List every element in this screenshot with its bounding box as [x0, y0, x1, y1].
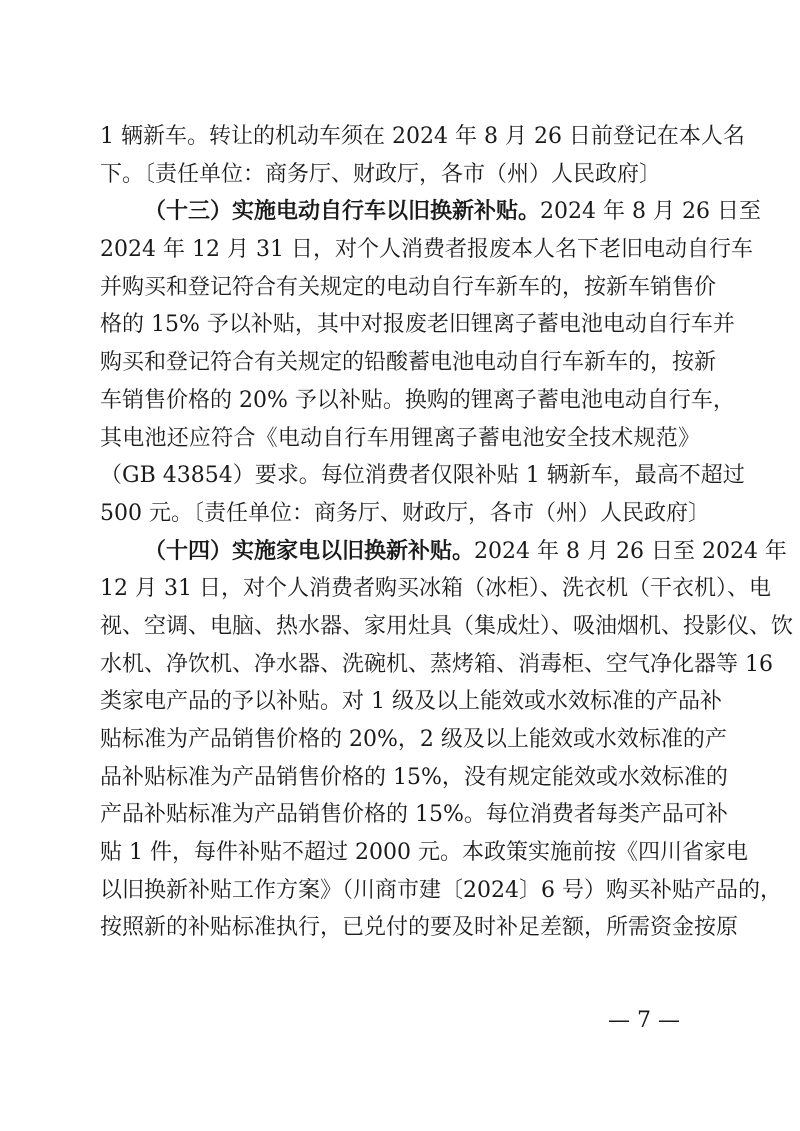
section-14-heading: （十四）实施家电以旧换新补贴。	[144, 538, 475, 564]
text-line: 并购买和登记符合有关规定的电动自行车新车的，按新车销售价	[100, 274, 717, 300]
text-line: 其电池还应符合《电动自行车用锂离子蓄电池安全技术规范》	[100, 425, 700, 451]
text-line: 500 元。〔责任单位：商务厅、财政厅，各市（州）人民政府〕	[100, 500, 710, 526]
text-line: （GB 43854）要求。每位消费者仅限补贴 1 辆新车，最高不超过	[100, 463, 745, 489]
document-body	[100, 118, 794, 947]
text-line: 12 月 31 日，对个人消费者购买冰箱（冰柜）、洗衣机（干衣机）、电	[100, 576, 771, 602]
text-line: 车销售价格的 20% 予以补贴。换购的锂离子蓄电池电动自行车，	[100, 387, 735, 413]
section-14-heading-rest: 2024 年 8 月 26 日至 2024 年	[474, 538, 787, 564]
section-14-first-line	[100, 533, 787, 571]
text-line: 按照新的补贴标准执行，已兑付的要及时补足差额，所需资金按原	[100, 915, 739, 941]
text-line: 贴 1 件，每件补贴不超过 2000 元。本政策实施前按《四川省家电	[100, 840, 748, 866]
text-line: 视、空调、电脑、热水器、家用灶具（集成灶）、吸油烟机、投影仪、饮	[100, 613, 794, 639]
text-line: 类家电产品的予以补贴。对 1 级及以上能效或水效标准的产品补	[100, 689, 722, 715]
text-line: 格的 15% 予以补贴，其中对报废老旧锂离子蓄电池电动自行车并	[100, 312, 735, 338]
text-line: 2024 年 12 月 31 日，对个人消费者报废本人名下老旧电动自行车	[100, 237, 753, 263]
text-line: 贴标准为产品销售价格的 20%，2 级及以上能效或水效标准的产	[100, 727, 727, 752]
text-line: 下。〔责任单位：商务厅、财政厅，各市（州）人民政府〕	[100, 161, 662, 187]
text-line: 水机、净饮机、净水器、洗碗机、蒸烤箱、消毒柜、空气净化器等 16	[100, 651, 773, 677]
section-13-heading-rest: 2024 年 8 月 26 日至	[540, 199, 761, 225]
page-number: — 7 —	[608, 1008, 680, 1033]
section-13-first-line	[100, 193, 761, 231]
text-line: 品补贴标准为产品销售价格的 15%，没有规定能效或水效标准的	[100, 764, 728, 790]
text-line: 1 辆新车。转让的机动车须在 2024 年 8 月 26 日前登记在本人名	[100, 124, 745, 149]
text-line: 购买和登记符合有关规定的铅酸蓄电池电动自行车新车的，按新	[100, 350, 717, 376]
text-line: 以旧换新补贴工作方案》（川商市建〔2024〕6 号）购买补贴产品的，	[100, 877, 782, 903]
text-line: 产品补贴标准为产品销售价格的 15%。每位消费者每类产品可补	[100, 802, 728, 828]
section-13-heading: （十三）实施电动自行车以旧换新补贴。	[144, 199, 541, 225]
